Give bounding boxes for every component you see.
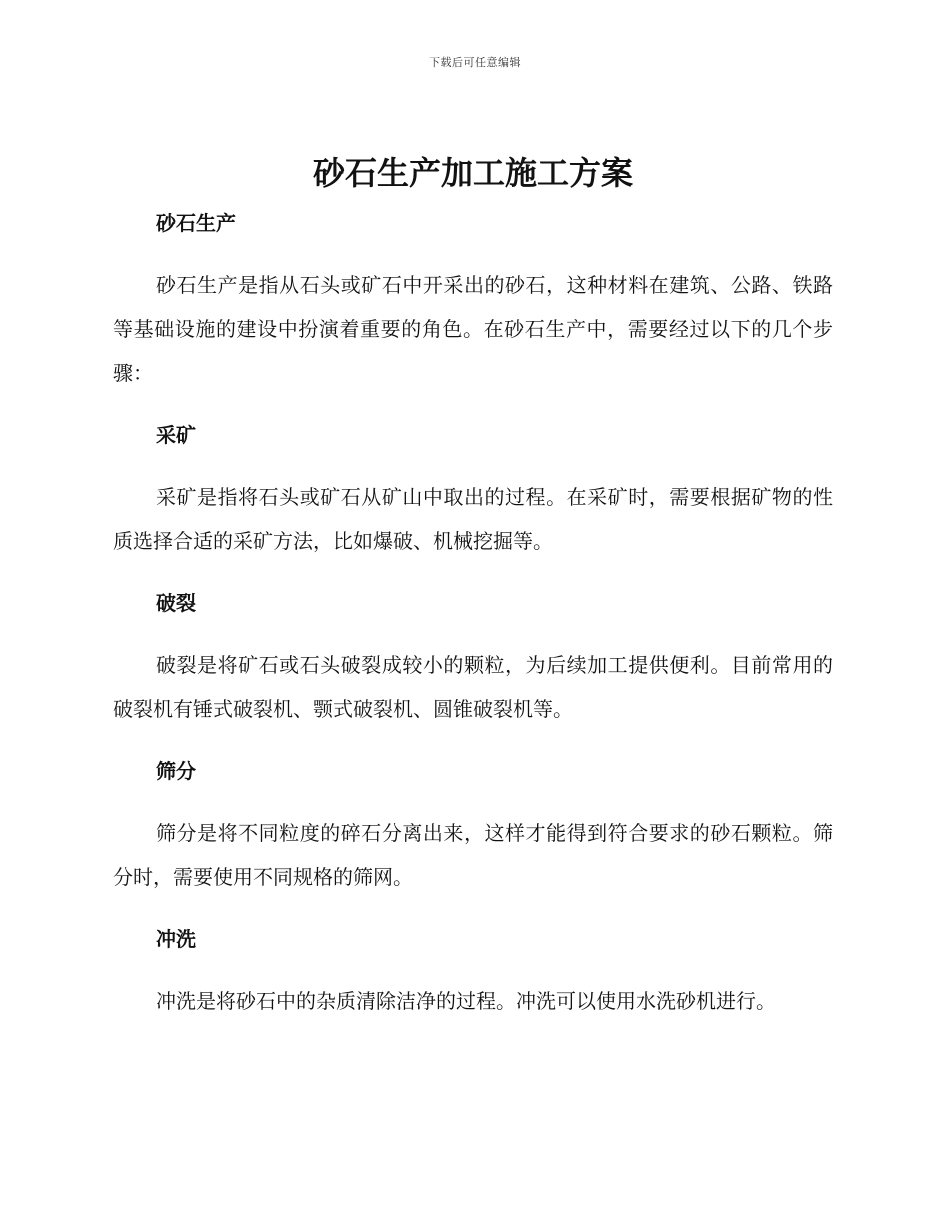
section-screening <box>113 756 833 924</box>
section-heading: 冲洗 <box>156 927 196 951</box>
section-paragraph: 砂石生产是指从石头或矿石中开采出的砂石，这种材料在建筑、公路、铁路等基础设施的建设中扮演着重要的角色。在砂石生产中，需要经过以下的几个步骤： <box>113 273 833 385</box>
section-paragraph: 筛分是将不同粒度的碎石分离出来，这样才能得到符合要求的砂石颗粒。筛分时，需要使用不同规格的筛网。 <box>113 821 833 889</box>
section-paragraph: 冲洗是将砂石中的杂质清除洁净的过程。冲洗可以使用水洗砂机进行。 <box>156 989 776 1013</box>
section-paragraph: 破裂是将矿石或石头破裂成较小的颗粒，为后续加工提供便利。目前常用的破裂机有锤式破裂机、颚式破裂机、圆锥破裂机等。 <box>113 653 833 721</box>
section-mining <box>113 420 833 588</box>
document-body <box>113 150 833 1023</box>
section-heading: 砂石生产 <box>156 211 236 235</box>
section-heading: 筛分 <box>156 759 196 783</box>
section-paragraph: 采矿是指将石头或矿石从矿山中取出的过程。在采矿时，需要根据矿物的性质选择合适的采矿方法，比如爆破、机械挖掘等。 <box>113 485 833 553</box>
section-heading: 采矿 <box>156 423 196 447</box>
section-washing <box>113 924 833 1023</box>
section-heading: 破裂 <box>156 591 196 615</box>
document-title: 砂石生产加工施工方案 <box>312 154 633 192</box>
section-crushing <box>113 588 833 756</box>
page-header-note: 下载后可任意编辑 <box>429 56 521 69</box>
section-sand-production <box>113 208 833 420</box>
